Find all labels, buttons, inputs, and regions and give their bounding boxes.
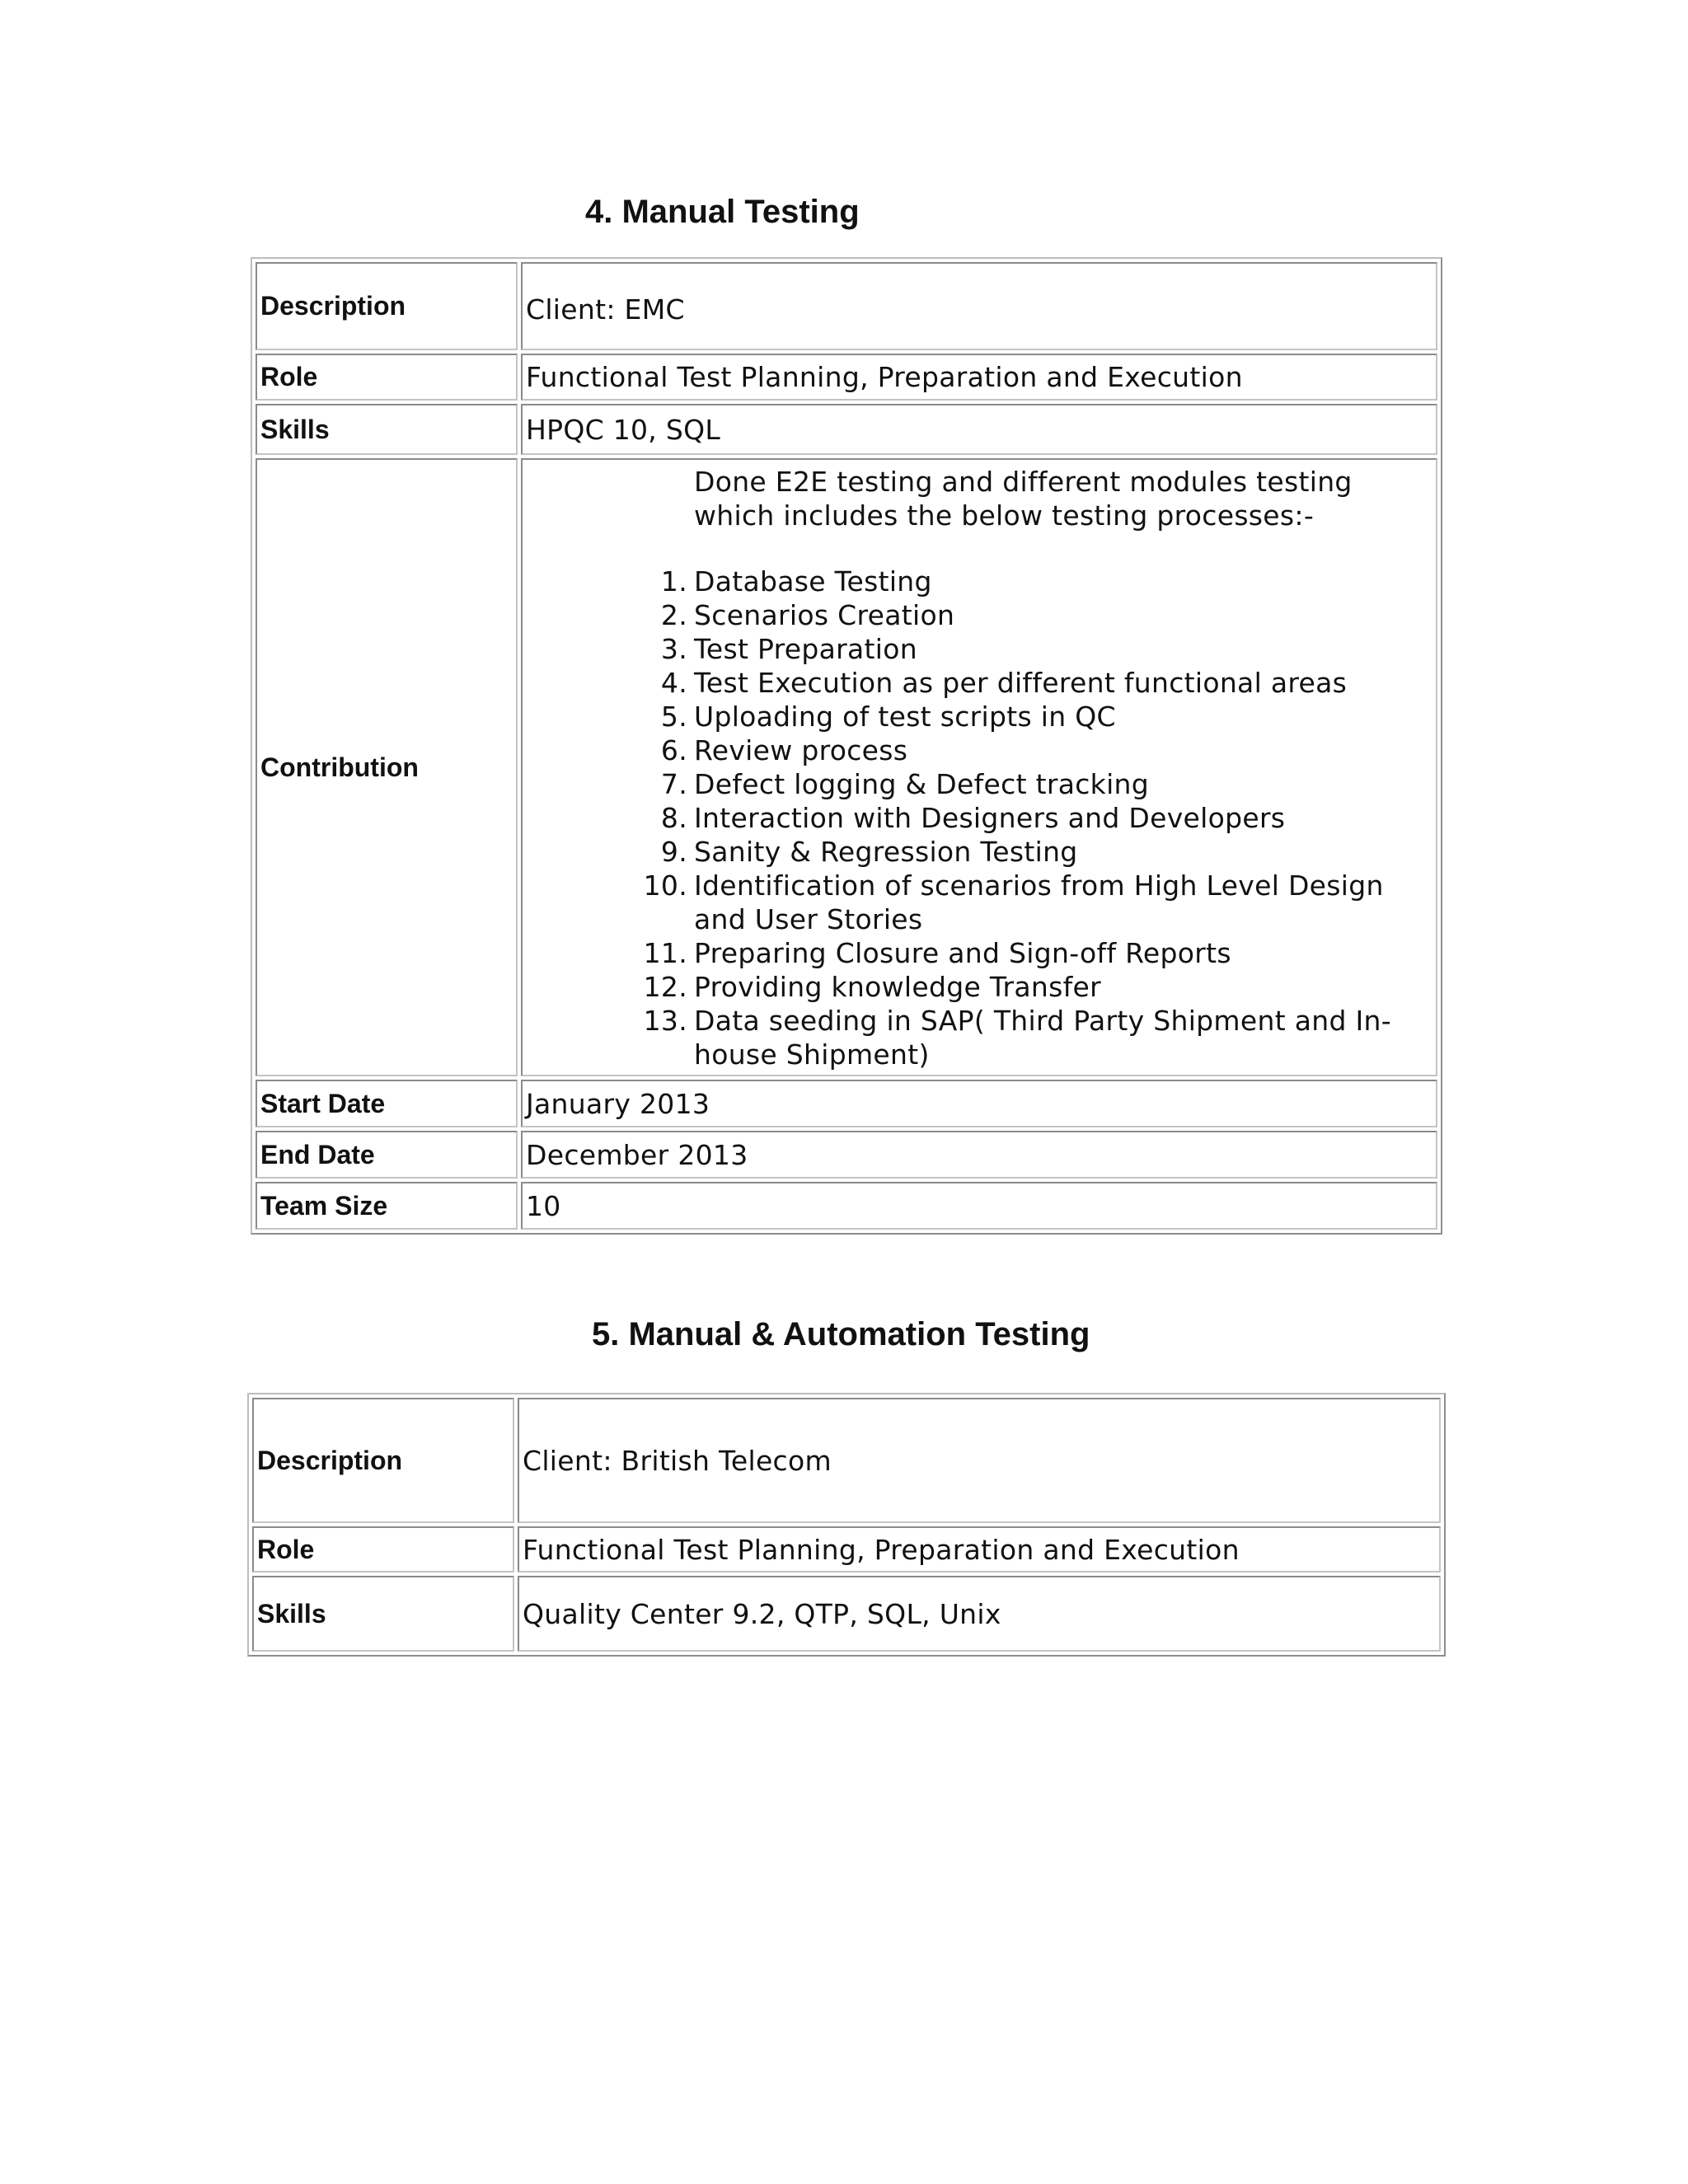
role-value: Functional Test Planning, Preparation and Execution	[521, 354, 1437, 401]
table-row-end-date	[256, 1131, 1437, 1179]
contribution-list	[526, 565, 1432, 1071]
section-title-manual-automation-testing: 5. Manual & Automation Testing	[592, 1316, 1090, 1352]
role-value: Functional Test Planning, Preparation and Execution	[518, 1526, 1441, 1572]
skills-value: Quality Center 9.2, QTP, SQL, Unix	[518, 1576, 1441, 1652]
skills-label: Skills	[256, 404, 518, 455]
table-row-skills	[256, 404, 1437, 455]
project-table-manual-automation-testing	[247, 1393, 1446, 1657]
list-item: 4. Test Execution as per different functional areas	[660, 667, 1348, 699]
table-row-start-date	[256, 1080, 1437, 1127]
description-value: Client: EMC	[521, 262, 1437, 350]
skills-label: Skills	[252, 1576, 514, 1652]
list-item: 10. Identification of scenarios from High Level Design and User Stories	[643, 869, 1384, 935]
table-row-contribution	[256, 458, 1437, 1076]
section-title-manual-testing: 4. Manual Testing	[585, 194, 860, 230]
start-date-label: Start Date	[256, 1080, 518, 1127]
list-item: 3. Test Preparation	[660, 633, 917, 665]
list-item: 5. Uploading of test scripts in QC	[660, 701, 1116, 733]
list-item: 2. Scenarios Creation	[660, 599, 955, 631]
list-item: 6. Review process	[660, 734, 908, 766]
table-row-skills	[252, 1576, 1441, 1652]
list-item: 13. Data seeding in SAP( Third Party Shipment and In-house Shipment)	[643, 1005, 1391, 1071]
skills-value: HPQC 10, SQL	[521, 404, 1437, 455]
table-row-team-size	[256, 1182, 1437, 1230]
contribution-label: Contribution	[256, 458, 518, 1076]
team-size-value: 10	[521, 1182, 1437, 1230]
description-label: Description	[256, 262, 518, 350]
description-label: Description	[252, 1398, 514, 1523]
team-size-label: Team Size	[256, 1182, 518, 1230]
role-label: Role	[252, 1526, 514, 1572]
project-table-manual-testing	[251, 257, 1442, 1235]
contribution-intro: Done E2E testing and different modules testing which includes the below testing processes:-	[694, 466, 1353, 532]
list-item: 1. Database Testing	[660, 565, 932, 598]
description-value: Client: British Telecom	[518, 1398, 1441, 1523]
role-label: Role	[256, 354, 518, 401]
list-item: 7. Defect logging & Defect tracking	[660, 768, 1150, 800]
end-date-value: December 2013	[521, 1131, 1437, 1179]
table-row-role	[252, 1526, 1441, 1572]
table-row-role	[256, 354, 1437, 401]
end-date-label: End Date	[256, 1131, 518, 1179]
table-row-description	[252, 1398, 1441, 1523]
list-item: 9. Sanity & Regression Testing	[660, 836, 1078, 868]
table-row-description	[256, 262, 1437, 350]
list-item: 8. Interaction with Designers and Developers	[660, 802, 1286, 834]
start-date-value: January 2013	[521, 1080, 1437, 1127]
list-item: 12. Providing knowledge Transfer	[643, 971, 1101, 1003]
contribution-value	[521, 458, 1437, 1076]
list-item: 11. Preparing Closure and Sign-off Reports	[643, 937, 1231, 969]
